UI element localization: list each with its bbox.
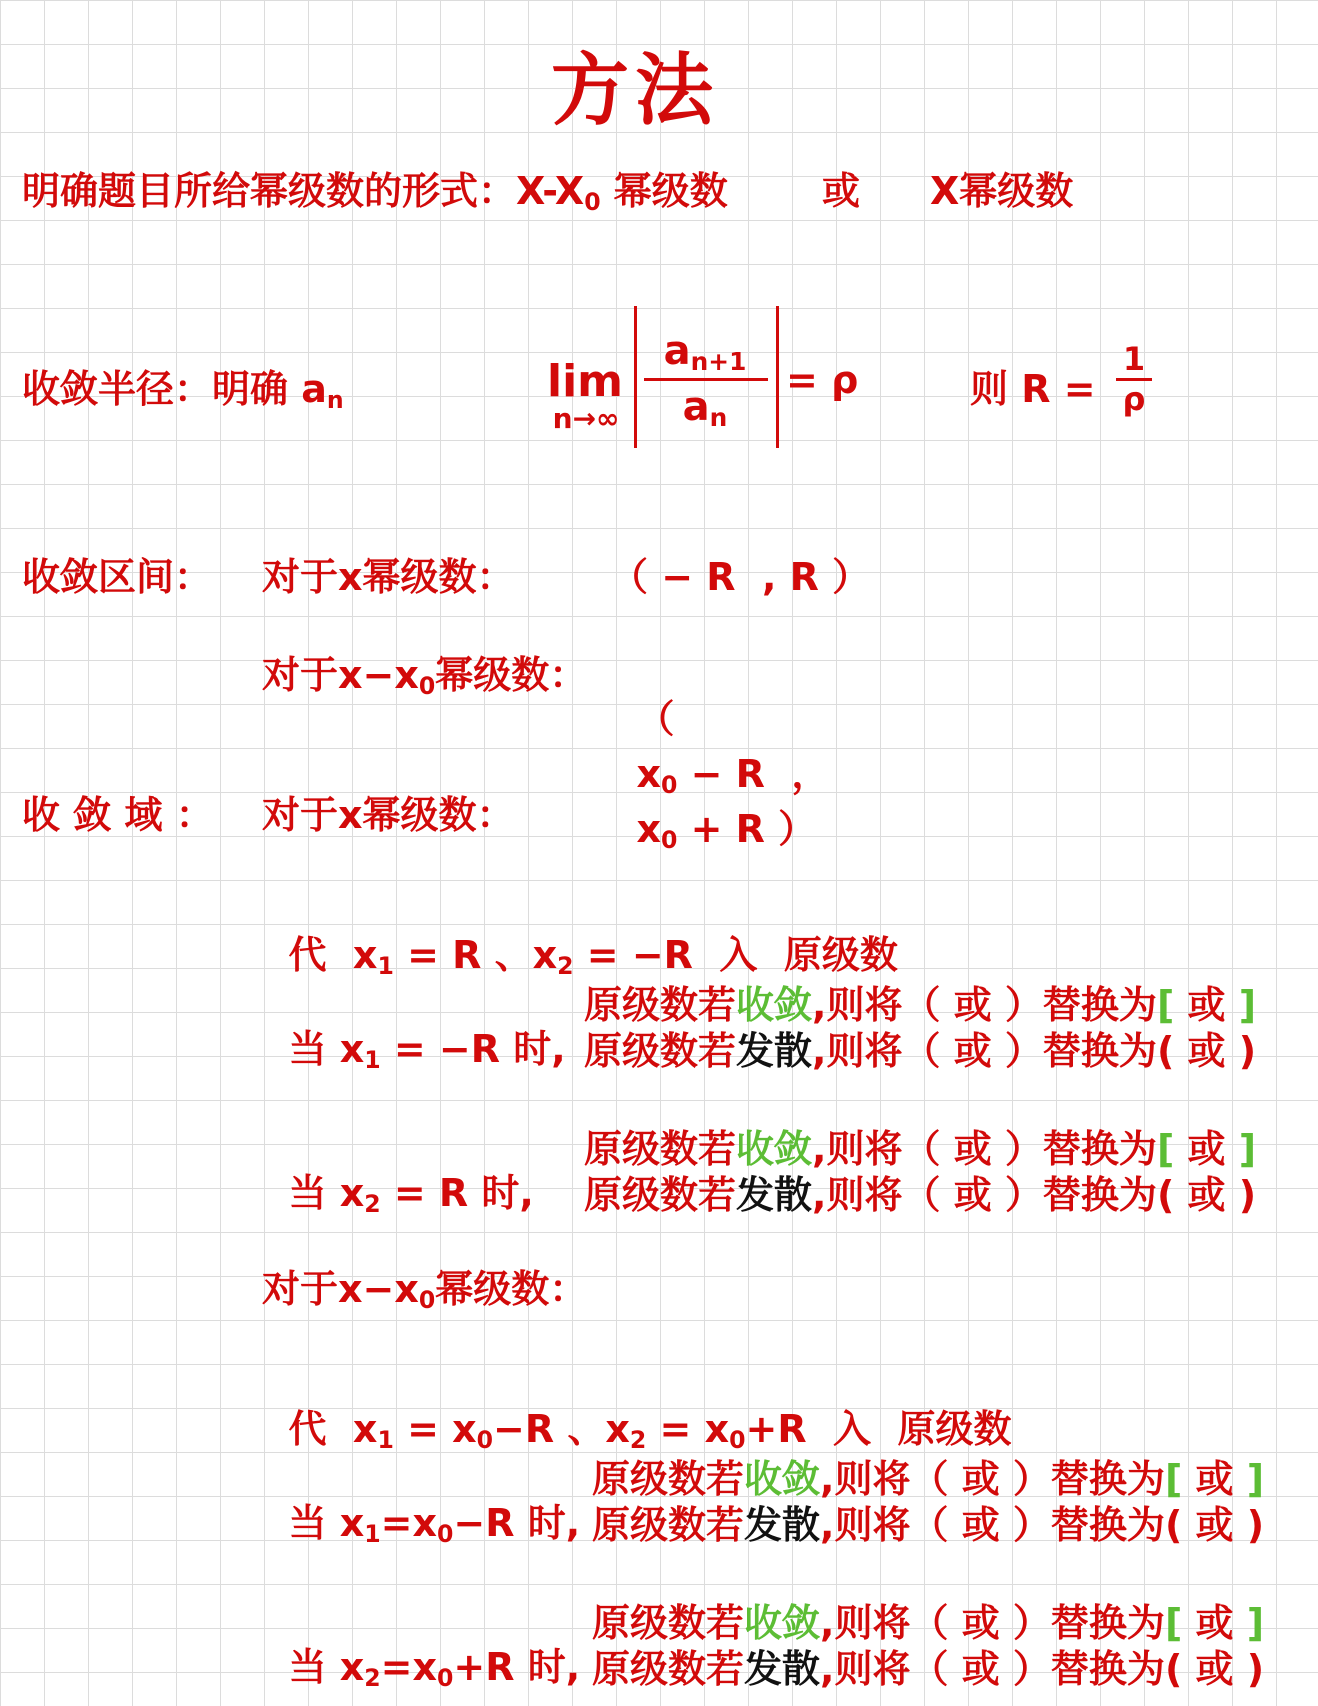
- abs-bar-left: [634, 306, 637, 448]
- case1-converge-rule: 原级数若收敛,则将（ 或 ）替换为[ 或 ]: [584, 983, 1257, 1027]
- form-option-x: X幂级数: [930, 169, 1074, 213]
- domain-x0-label: 对于$x-x_0$幂级数：: [262, 1267, 588, 1314]
- case4-diverge-rule: 原级数若发散,则将（ 或 ）替换为( 或 ): [592, 1647, 1265, 1691]
- case1-condition: 当 $x_1 = -R$ 时,: [288, 1027, 566, 1074]
- case4-condition: 当 $x_2=x_0+R$ 时,: [288, 1645, 581, 1692]
- interval-label: 收敛区间：: [22, 555, 213, 599]
- then-r-equals: 则 R =: [970, 367, 1096, 411]
- domain-substitute-line: 代 $x_1 = R$ 、$x_2 = -R$ 入 原级数: [288, 933, 898, 980]
- case3-diverge-rule: 原级数若发散,则将（ 或 ）替换为( 或 ): [592, 1503, 1265, 1547]
- case2-condition: 当 $x_2 = R$ 时,: [288, 1171, 534, 1218]
- lim-subscript: n→∞: [552, 402, 620, 435]
- ratio-denominator: $a_n$: [682, 384, 728, 433]
- form-label: 明确题目所给幂级数的形式：: [22, 169, 517, 213]
- radius-label: 收敛半径：明确 $a_n$: [22, 367, 344, 414]
- ratio-fraction-line: [644, 378, 768, 381]
- lim-symbol: lim: [546, 356, 623, 407]
- abs-bar-right: [776, 306, 779, 448]
- form-or: 或: [822, 169, 861, 213]
- interval-x0-value: （ $x_0 - R$ ， $x_0 + R$ ）: [636, 697, 830, 854]
- domain-x-label: 对于x幂级数：: [262, 793, 515, 837]
- equals-rho: = ρ: [786, 358, 859, 402]
- form-option-x-x0: $X-X_0$ 幂级数: [516, 169, 728, 216]
- case4-converge-rule: 原级数若收敛,则将（ 或 ）替换为[ 或 ]: [592, 1601, 1265, 1645]
- r-frac-num: 1: [1122, 340, 1146, 378]
- r-frac-den: ρ: [1122, 380, 1146, 418]
- page-title: 方法: [550, 46, 719, 136]
- ratio-numerator: $a_{n+1}$: [663, 328, 747, 377]
- form-line: [22, 160, 728, 215]
- interval-x-label: 对于x幂级数：: [262, 555, 515, 599]
- case2-diverge-rule: 原级数若发散,则将（ 或 ）替换为( 或 ): [584, 1173, 1257, 1217]
- interval-x0-label: 对于$x-x_0$幂级数：: [262, 653, 588, 700]
- case1-diverge-rule: 原级数若发散,则将（ 或 ）替换为( 或 ): [584, 1029, 1257, 1073]
- case3-converge-rule: 原级数若收敛,则将（ 或 ）替换为[ 或 ]: [592, 1457, 1265, 1501]
- interval-x-value: （ − R , R ）: [610, 555, 871, 599]
- domain-substitute-line-x0: 代 $x_1 = x_0-R$ 、$x_2 = x_0+R$ 入 原级数: [288, 1407, 1012, 1454]
- case2-converge-rule: 原级数若收敛,则将（ 或 ）替换为[ 或 ]: [584, 1127, 1257, 1171]
- domain-label: 收 敛 域 ：: [22, 793, 214, 837]
- case3-condition: 当 $x_1=x_0-R$ 时,: [288, 1501, 581, 1548]
